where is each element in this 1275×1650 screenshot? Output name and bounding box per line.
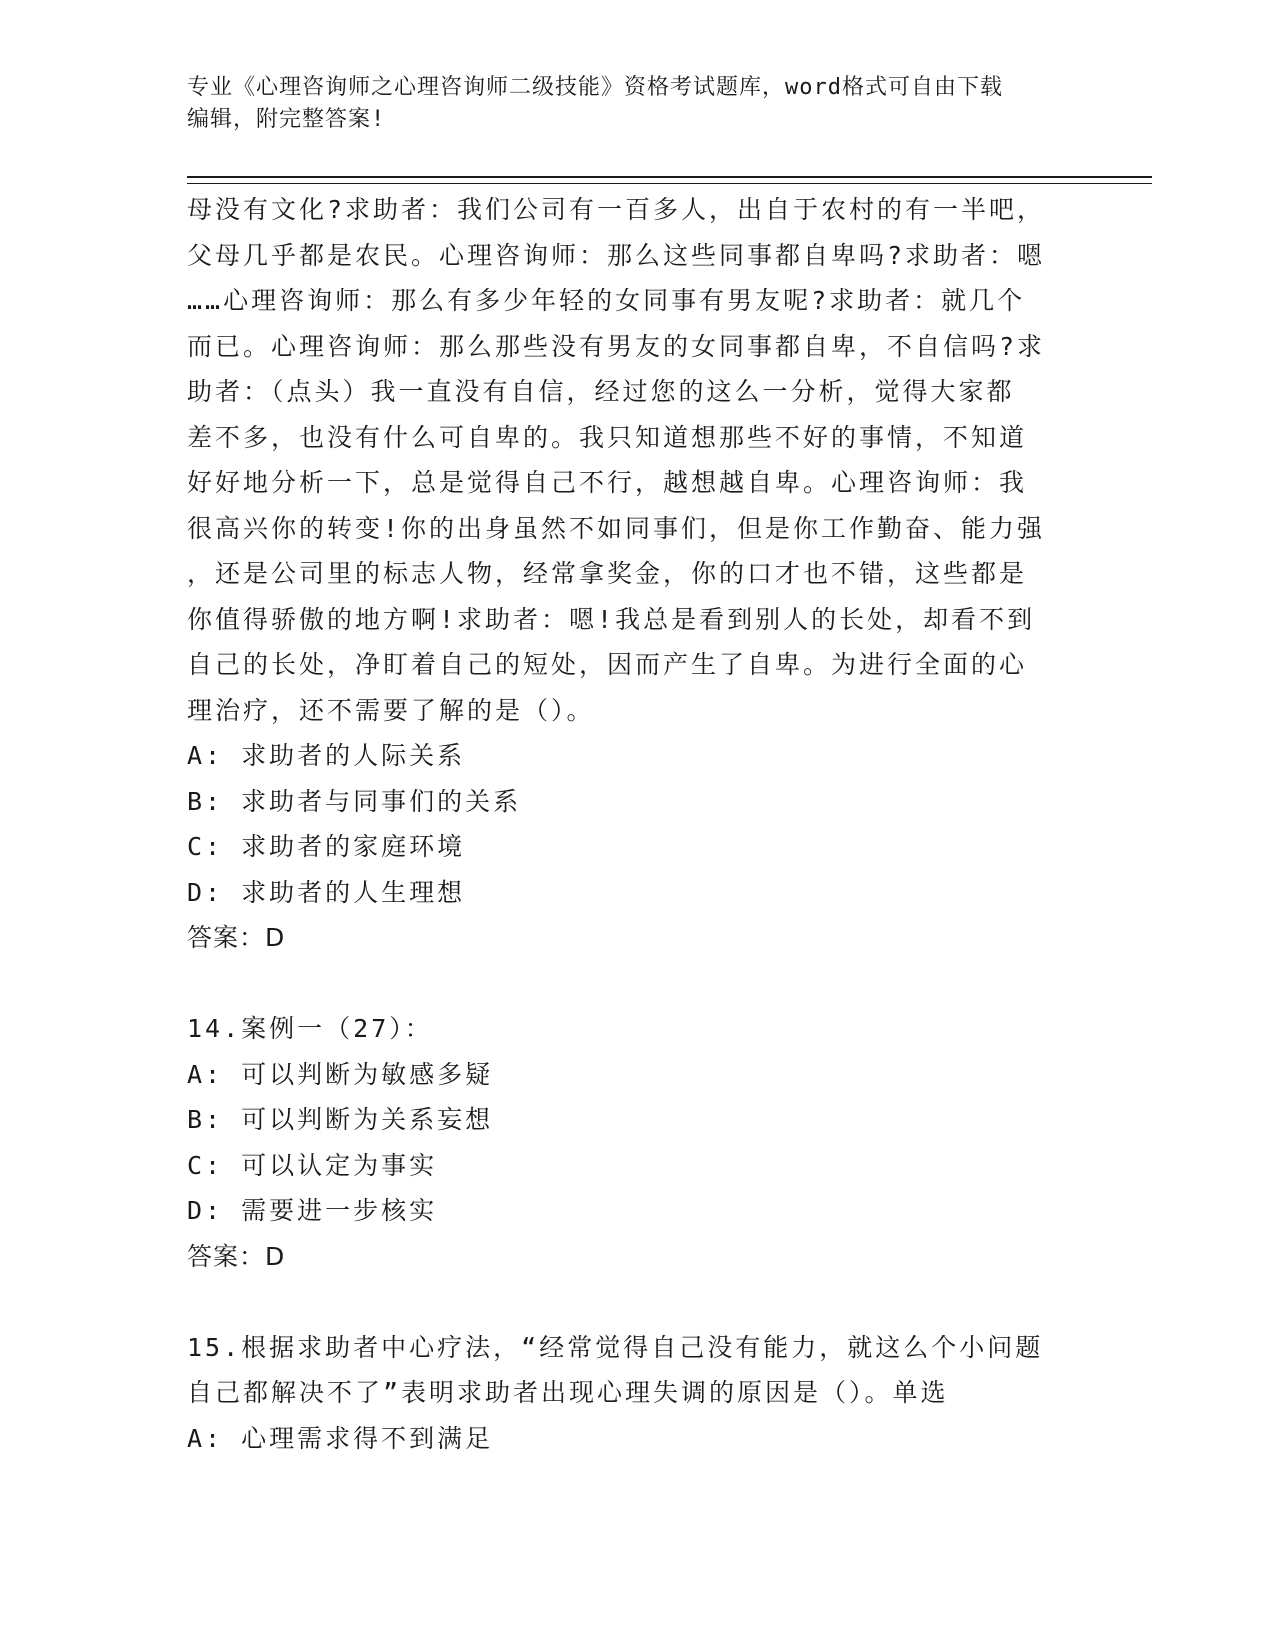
- option-a: A: 可以判断为敏感多疑: [187, 1059, 494, 1089]
- question-line: 好好地分析一下，总是觉得自己不行，越想越自卑。心理咨询师：我: [187, 468, 1028, 497]
- question-line: 而已。心理咨询师：那么那些没有男友的女同事都自卑，不自信吗?求: [187, 331, 1046, 361]
- answer-line: 答案：D: [187, 923, 286, 952]
- question-line: 理治疗，还不需要了解的是（）。: [187, 695, 595, 725]
- question-line: 母没有文化?求助者：我们公司有一百多人，出自于农村的有一半吧，: [187, 195, 1046, 224]
- option-b: B: 求助者与同事们的关系: [187, 786, 522, 816]
- question-13-continuation: [187, 187, 1087, 961]
- page-content: [187, 187, 1087, 1461]
- option-a: A: 心理需求得不到满足: [187, 1423, 494, 1453]
- header-line-2: 编辑，附完整答案!: [187, 107, 386, 132]
- question-line: 父母几乎都是农民。心理咨询师：那么这些同事都自卑吗?求助者：嗯: [187, 240, 1046, 270]
- question-15: [187, 1325, 1087, 1462]
- question-line: 15.根据求助者中心疗法，“经常觉得自己没有能力，就这么个小问题: [187, 1332, 1044, 1362]
- option-c: C: 求助者的家庭环境: [187, 832, 466, 861]
- option-d: D: 需要进一步核实: [187, 1196, 438, 1225]
- header-divider: [187, 176, 1152, 184]
- question-line: 自己都解决不了”表明求助者出现心理失调的原因是（）。单选: [187, 1378, 949, 1407]
- spacer: [187, 961, 1087, 1007]
- header-line-1: 专业《心理咨询师之心理咨询师二级技能》资格考试题库，word格式可自由下载: [187, 75, 1003, 100]
- question-title: 14.案例一（27）：: [187, 1014, 433, 1043]
- spacer: [187, 1279, 1087, 1325]
- answer-line: 答案：D: [187, 1241, 286, 1271]
- option-c: C: 可以认定为事实: [187, 1150, 438, 1180]
- question-line: ……心理咨询师：那么有多少年轻的女同事有男友呢?求助者：就几个: [187, 286, 1026, 315]
- option-b: B: 可以判断为关系妄想: [187, 1105, 494, 1134]
- option-d: D: 求助者的人生理想: [187, 877, 466, 907]
- question-line: 很高兴你的转变!你的出身虽然不如同事们，但是你工作勤奋、能力强: [187, 513, 1046, 543]
- option-a: A: 求助者的人际关系: [187, 741, 466, 770]
- page-header: [187, 72, 1087, 136]
- question-line: 你值得骄傲的地方啊!求助者：嗯!我总是看到别人的长处，却看不到: [187, 604, 1036, 634]
- question-14: [187, 1006, 1087, 1279]
- question-line: 自己的长处，净盯着自己的短处，因而产生了自卑。为进行全面的心: [187, 650, 1028, 679]
- question-line: ，还是公司里的标志人物，经常拿奖金，你的口才也不错，这些都是: [187, 559, 1028, 588]
- question-line: 助者：（点头）我一直没有自信，经过您的这么一分析，觉得大家都: [187, 377, 1015, 406]
- question-line: 差不多，也没有什么可自卑的。我只知道想那些不好的事情，不知道: [187, 422, 1028, 452]
